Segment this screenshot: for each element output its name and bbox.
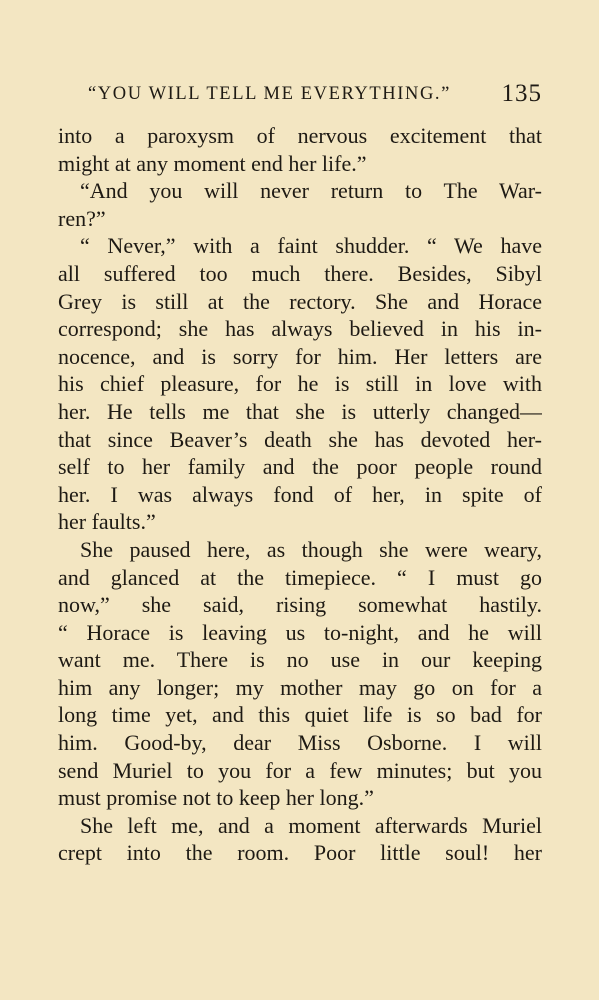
text-line: correspond; she has always believed in his in- xyxy=(58,316,542,342)
running-head-title: “YOU WILL TELL ME EVERYTHING.” xyxy=(88,84,451,104)
text-line: her. He tells me that she is utterly changed— xyxy=(58,398,542,424)
text-line: him. Good-by, dear Miss Osborne. I will xyxy=(58,730,542,756)
text-line: “ Horace is leaving us to-night, and he will xyxy=(58,619,542,645)
text-line: nocence, and is sorry for him. Her letters are xyxy=(58,343,542,369)
text-line: “And you will never return to The War- xyxy=(80,178,542,204)
page-number: 135 xyxy=(501,80,542,107)
text-line: long time yet, and this quiet life is so bad for xyxy=(58,702,542,728)
text-line: him any longer; my mother may go on for a xyxy=(58,674,542,700)
text-line: She left me, and a moment afterwards Muriel xyxy=(80,812,542,838)
text-line: now,” she said, rising somewhat hastily. xyxy=(58,592,542,618)
text-line: might at any moment end her life.” xyxy=(58,150,367,176)
text-line: self to her family and the poor people round xyxy=(58,454,542,480)
text-line: her faults.” xyxy=(58,509,156,535)
running-head xyxy=(58,80,542,110)
text-line: Grey is still at the rectory. She and Horace xyxy=(58,288,542,314)
body-text xyxy=(58,122,542,867)
text-line: crept into the room. Poor little soul! her xyxy=(58,840,542,866)
text-line: that since Beaver’s death she has devoted her- xyxy=(58,426,542,452)
text-line: must promise not to keep her long.” xyxy=(58,785,374,811)
text-line: send Muriel to you for a few minutes; but you xyxy=(58,757,542,783)
text-line: her. I was always fond of her, in spite of xyxy=(58,481,542,507)
text-line: ren?” xyxy=(58,205,106,231)
text-line: want me. There is no use in our keeping xyxy=(58,647,542,673)
text-line: She paused here, as though she were weary, xyxy=(80,536,542,562)
text-line: all suffered too much there. Besides, Sibyl xyxy=(58,260,542,286)
text-line: his chief pleasure, for he is still in love with xyxy=(58,371,542,397)
text-line: and glanced at the timepiece. “ I must go xyxy=(58,564,542,590)
text-line: into a paroxysm of nervous excitement that xyxy=(58,123,542,148)
text-line: “ Never,” with a faint shudder. “ We have xyxy=(80,233,542,259)
